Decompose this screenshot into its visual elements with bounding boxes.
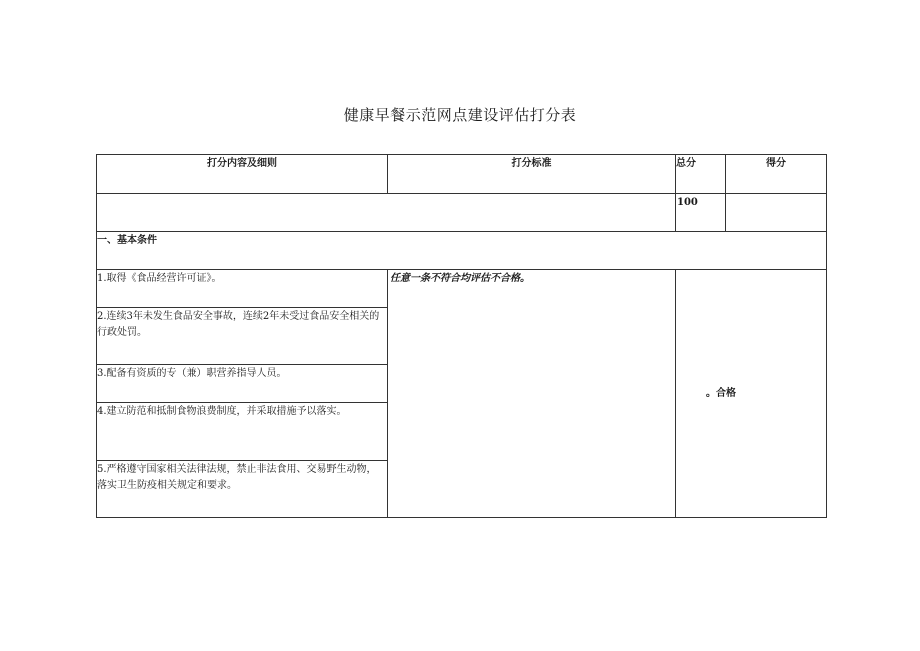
header-content: 打分内容及细则 [97,155,388,194]
header-row [97,155,827,194]
score-value-cell[interactable] [726,194,827,232]
total-row-blank [97,194,676,232]
total-value: 100 [676,194,726,232]
item-5: 5.严格遵守国家相关法律法规，禁止非法食用、交易野生动物，落实卫生防疫相关规定和要求。 [97,461,388,518]
header-standard: 打分标准 [388,155,676,194]
score-table [96,154,827,518]
section-label: 一、基本条件 [97,232,827,270]
page-title: 健康早餐示范网点建设评估打分表 [343,106,577,124]
table-row [97,270,827,308]
item-2: 2.连续3年未发生食品安全事故，连续2年未受过食品安全相关的行政处罚。 [97,308,388,365]
item-4: 4.建立防范和抵制食物浪费制度，并采取措施予以落实。 [97,403,388,461]
total-row [97,194,827,232]
standard-text: 任意一条不符合均评估不合格。 [388,270,676,518]
item-1: 1.取得《食品经营许可证》。 [97,270,388,308]
header-score: 得分 [726,155,827,194]
result-text: 。合格 [676,270,827,518]
header-total: 总分 [676,155,726,194]
section-row [97,232,827,270]
item-3: 3.配备有资质的专（兼）职营养指导人员。 [97,365,388,403]
